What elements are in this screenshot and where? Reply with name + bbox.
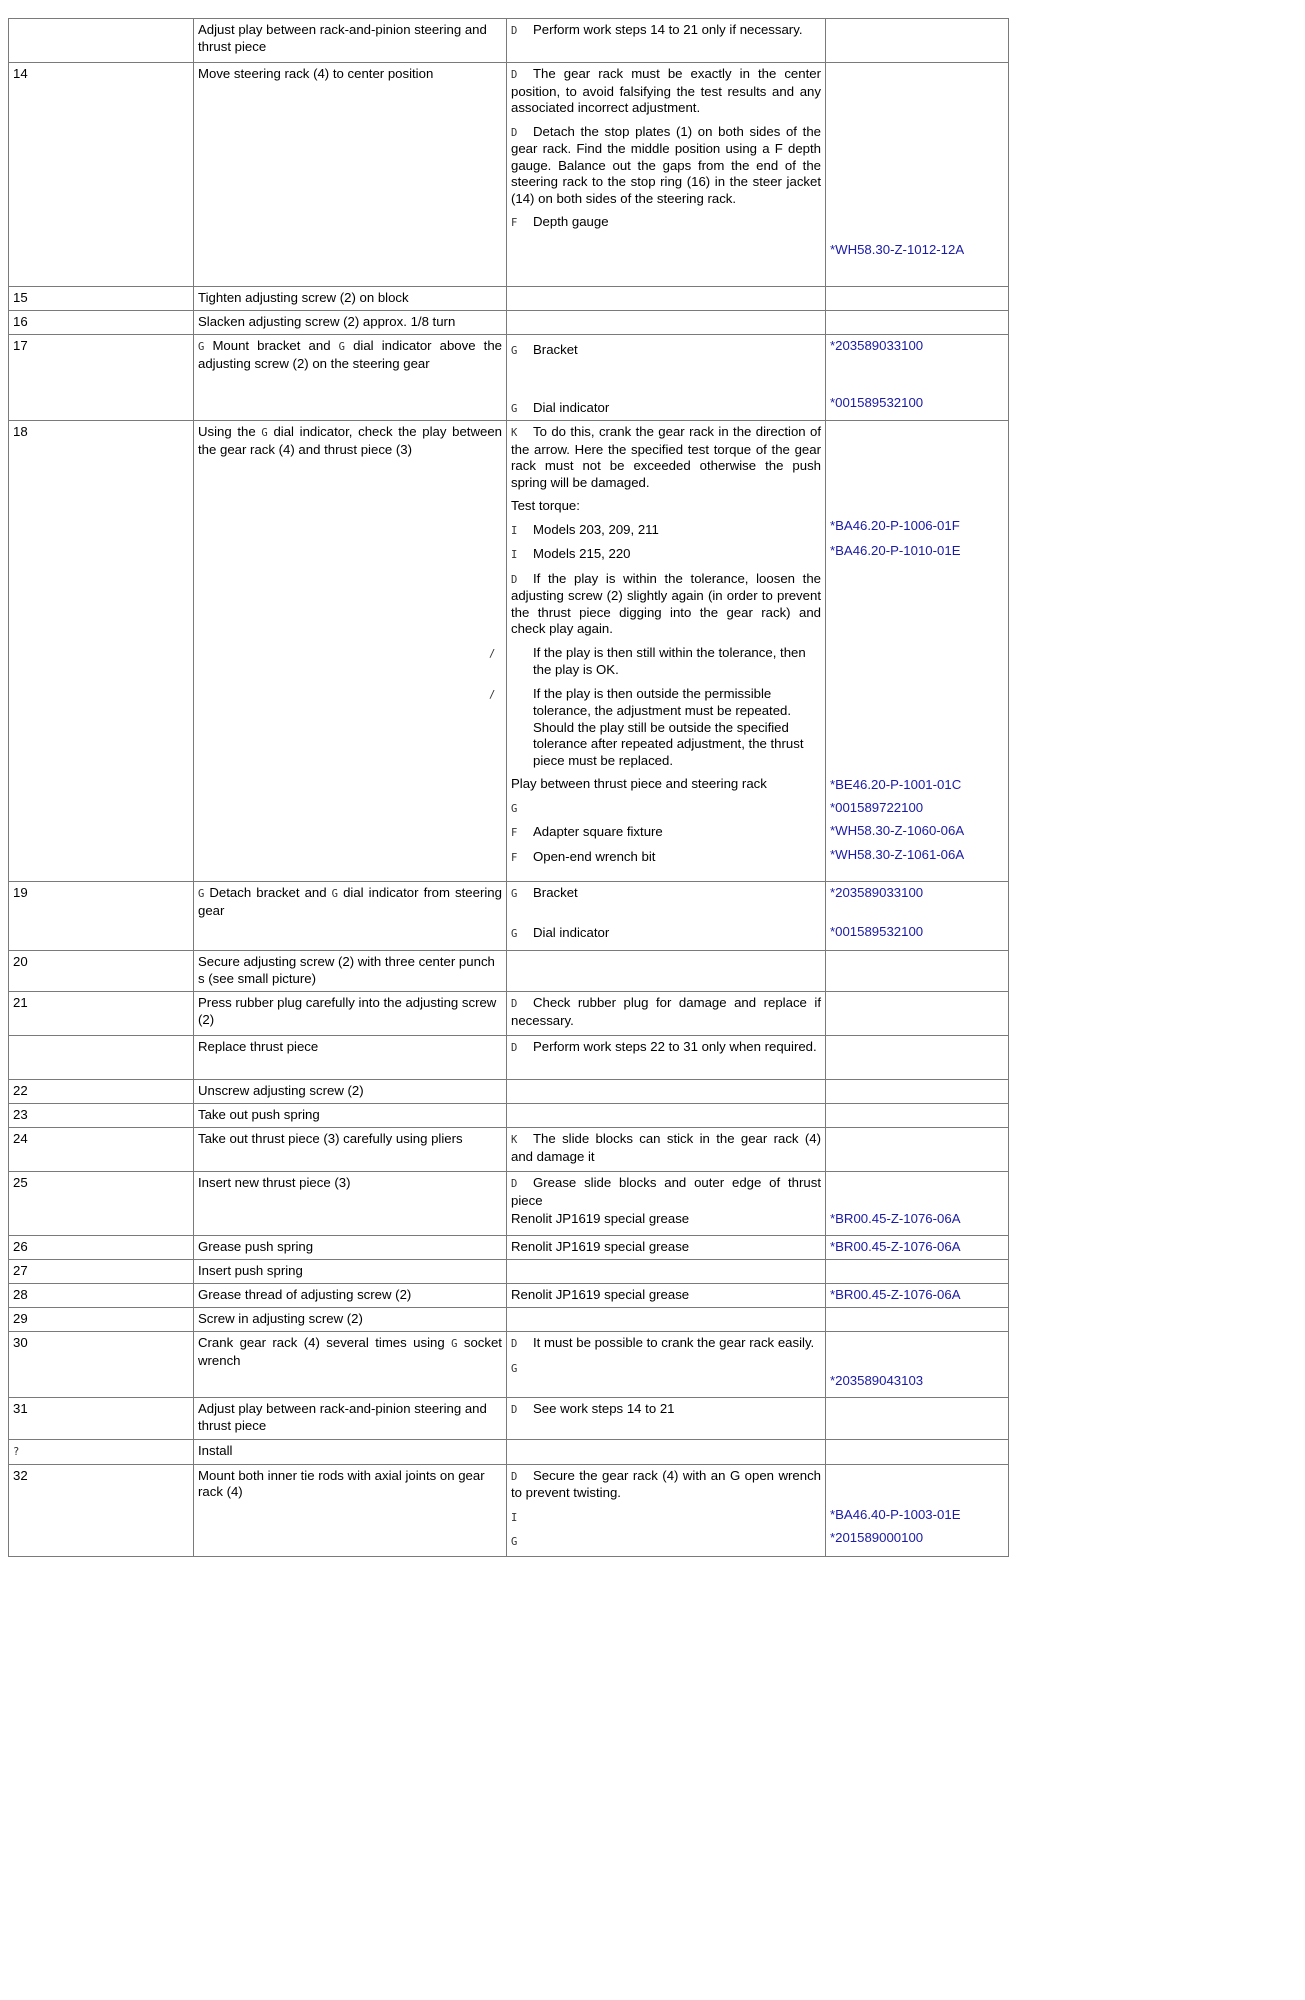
step-refs <box>826 951 1009 992</box>
step-action <box>194 335 507 421</box>
step-refs <box>826 19 1009 63</box>
note-text: Dial indicator <box>533 924 610 940</box>
note-marker: D <box>511 1178 518 1190</box>
tool-marker: G <box>261 427 268 439</box>
step-action: Screw in adjusting screw (2) <box>194 1308 507 1332</box>
table-row <box>9 1128 1009 1172</box>
note-line <box>511 800 821 818</box>
step-number: 16 <box>9 311 194 335</box>
reference-link[interactable]: *BA46.20-P-1010-01E <box>830 542 961 558</box>
note-line <box>511 66 821 117</box>
step-number: 25 <box>9 1172 194 1236</box>
reference-link[interactable]: *BR00.45-Z-1076-06A <box>830 1287 961 1302</box>
note-marker: I <box>511 549 518 561</box>
tool-marker: G <box>198 341 205 353</box>
note-line <box>511 1468 821 1502</box>
note-line <box>511 22 821 40</box>
note-line <box>511 124 821 208</box>
table-row <box>9 1260 1009 1284</box>
step-refs <box>826 882 1009 951</box>
tool-marker: G <box>331 888 338 900</box>
note-text: The slide blocks can stick in the gear rack (4) and damage it <box>511 1131 821 1164</box>
note-line <box>511 1509 821 1527</box>
table-row <box>9 311 1009 335</box>
work-steps-table <box>8 18 1009 1557</box>
note-marker: G <box>511 1536 518 1548</box>
step-notes <box>507 1128 826 1172</box>
step-number: 18 <box>9 421 194 882</box>
tool-marker: G <box>451 1338 458 1350</box>
reference-link[interactable]: *001589532100 <box>830 923 924 939</box>
step-action: Slacken adjusting screw (2) approx. 1/8 turn <box>194 311 507 335</box>
step-action: Install <box>194 1440 507 1465</box>
step-refs <box>826 335 1009 421</box>
step-refs <box>826 421 1009 882</box>
note-line <box>511 995 821 1029</box>
note-line <box>511 1211 821 1228</box>
step-action: Replace thrust piece <box>194 1036 507 1080</box>
step-number: 22 <box>9 1080 194 1104</box>
step-number: 26 <box>9 1236 194 1260</box>
reference-link[interactable]: *203589043103 <box>830 1373 924 1388</box>
step-number: 32 <box>9 1464 194 1556</box>
step-notes <box>507 19 826 63</box>
note-line <box>511 1360 821 1378</box>
tool-marker: G <box>198 888 205 900</box>
step-refs <box>826 311 1009 335</box>
step-notes <box>507 1260 826 1284</box>
step-action: Take out thrust piece (3) carefully using pliers <box>194 1128 507 1172</box>
step-notes <box>507 287 826 311</box>
note-marker: F <box>511 217 518 229</box>
action-text: dial indicator above the adjusting screw (2) on the steering gear <box>198 338 503 371</box>
step-action: Tighten adjusting screw (2) on block <box>194 287 507 311</box>
step-notes <box>507 1440 826 1465</box>
reference-link[interactable]: *BA46.20-P-1006-01F <box>830 518 960 533</box>
note-line <box>511 849 821 867</box>
note-text: Perform work steps 22 to 31 only when required. <box>533 1039 817 1054</box>
note-text: If the play is then outside the permissible tolerance, the adjustment must be repeated. Should the play still be outside the specified tolerance after repeated adjustment, the thrust piece must be replaced. <box>533 685 804 768</box>
reference-link[interactable]: *001589532100 <box>830 394 924 410</box>
note-line <box>511 400 821 418</box>
reference-link[interactable]: *203589033100 <box>830 885 924 900</box>
reference-link[interactable]: *BR00.45-Z-1076-06A <box>830 1239 961 1254</box>
step-number <box>9 19 194 63</box>
step-action <box>194 1332 507 1398</box>
step-number: 30 <box>9 1332 194 1398</box>
note-text: Models 203, 209, 211 <box>533 521 659 537</box>
step-notes <box>507 311 826 335</box>
note-text: The gear rack must be exactly in the center position, to avoid falsifying the test results and any associated incorrect adjustment. <box>511 66 821 115</box>
step-refs <box>826 1236 1009 1260</box>
step-notes <box>507 1398 826 1440</box>
step-refs <box>826 63 1009 287</box>
step-refs <box>826 992 1009 1036</box>
note-marker: D <box>511 998 518 1010</box>
note-marker: F <box>511 827 518 839</box>
step-action: Adjust play between rack-and-pinion steering and thrust piece <box>194 1398 507 1440</box>
note-marker: G <box>511 1362 518 1375</box>
table-row <box>9 1440 1009 1465</box>
note-text: Test torque: <box>511 498 580 513</box>
step-action: Adjust play between rack-and-pinion steering and thrust piece <box>194 19 507 63</box>
step-action <box>194 882 507 951</box>
note-marker: D <box>511 69 518 81</box>
note-text: Secure the gear rack (4) with an G open wrench to prevent twisting. <box>511 1467 821 1500</box>
step-number: 28 <box>9 1284 194 1308</box>
table-row <box>9 882 1009 951</box>
table-row <box>9 1172 1009 1236</box>
step-notes <box>507 1236 826 1260</box>
note-text: Dial indicator <box>533 399 610 415</box>
note-marker: D <box>511 1404 518 1416</box>
table-row <box>9 63 1009 287</box>
note-marker: D <box>511 126 518 139</box>
note-marker: / <box>489 647 496 660</box>
step-notes <box>507 882 826 951</box>
reference-link[interactable]: *WH58.30-Z-1060-06A <box>830 823 965 838</box>
step-refs <box>826 1128 1009 1172</box>
note-line <box>511 498 821 515</box>
table-row <box>9 1464 1009 1556</box>
table-row <box>9 1308 1009 1332</box>
note-text: Bracket <box>533 342 578 357</box>
step-refs <box>826 1036 1009 1080</box>
step-refs <box>826 287 1009 311</box>
reference-link[interactable]: *203589033100 <box>830 338 924 353</box>
table-row <box>9 1332 1009 1398</box>
note-line <box>511 522 821 540</box>
step-refs <box>826 1260 1009 1284</box>
table-row <box>9 19 1009 63</box>
reference-link[interactable]: *001589722100 <box>830 799 924 815</box>
note-line <box>489 685 821 770</box>
note-line <box>511 214 821 232</box>
note-line <box>511 424 821 491</box>
note-marker: I <box>511 524 518 537</box>
step-action: Move steering rack (4) to center position <box>194 63 507 287</box>
reference-link[interactable]: *WH58.30-Z-1061-06A <box>830 846 965 862</box>
step-number: 21 <box>9 992 194 1036</box>
note-line <box>511 1401 821 1419</box>
note-marker: K <box>511 1134 518 1146</box>
step-notes <box>507 1464 826 1556</box>
note-marker: F <box>511 851 518 864</box>
step-notes <box>507 63 826 287</box>
table-row <box>9 421 1009 882</box>
note-text: See work steps 14 to 21 <box>533 1401 675 1416</box>
table-row <box>9 1398 1009 1440</box>
action-text: Crank gear rack (4) several times using <box>198 1335 445 1350</box>
step-notes <box>507 1172 826 1236</box>
note-line <box>511 824 821 842</box>
table-row <box>9 1104 1009 1128</box>
step-refs <box>826 1398 1009 1440</box>
table-row <box>9 1284 1009 1308</box>
step-notes <box>507 1104 826 1128</box>
note-line <box>511 342 821 360</box>
note-marker: D <box>511 1338 518 1350</box>
step-action: Press rubber plug carefully into the adjusting screw (2) <box>194 992 507 1036</box>
reference-link[interactable]: *201589000100 <box>830 1530 924 1545</box>
table-row <box>9 1080 1009 1104</box>
note-marker: D <box>511 573 518 586</box>
step-notes <box>507 951 826 992</box>
note-marker: G <box>511 402 518 415</box>
note-text: Grease slide blocks and outer edge of thrust piece <box>511 1175 821 1208</box>
step-refs <box>826 1464 1009 1556</box>
table-row <box>9 287 1009 311</box>
step-notes <box>507 1080 826 1104</box>
note-text: Renolit JP1619 special grease <box>511 1287 690 1302</box>
step-number: 14 <box>9 63 194 287</box>
step-action: Take out push spring <box>194 1104 507 1128</box>
step-number: 29 <box>9 1308 194 1332</box>
note-line <box>511 925 821 943</box>
action-text: dial indicator from steering gear <box>198 885 502 918</box>
note-marker: D <box>511 1042 518 1054</box>
step-number: 17 <box>9 335 194 421</box>
note-marker: G <box>511 345 518 357</box>
step-action: Grease push spring <box>194 1236 507 1260</box>
step-action: Insert new thrust piece (3) <box>194 1172 507 1236</box>
step-action: Unscrew adjusting screw (2) <box>194 1080 507 1104</box>
action-text: Mount bracket and <box>212 338 331 353</box>
step-notes <box>507 1308 826 1332</box>
step-action: Secure adjusting screw (2) with three center punch s (see small picture) <box>194 951 507 992</box>
reference-link[interactable]: *BE46.20-P-1001-01C <box>830 777 962 792</box>
note-text: Depth gauge <box>533 214 609 229</box>
step-refs <box>826 1172 1009 1236</box>
step-notes <box>507 1284 826 1308</box>
step-refs <box>826 1308 1009 1332</box>
action-text: socket wrench <box>198 1335 502 1368</box>
step-number <box>9 1036 194 1080</box>
step-notes <box>507 1332 826 1398</box>
action-text: Detach bracket and <box>209 885 327 900</box>
step-action: Mount both inner tie rods with axial joints on gear rack (4) <box>194 1464 507 1556</box>
step-number: 31 <box>9 1398 194 1440</box>
note-marker: I <box>511 1511 518 1524</box>
step-number: 20 <box>9 951 194 992</box>
step-action: Grease thread of adjusting screw (2) <box>194 1284 507 1308</box>
step-refs <box>826 1440 1009 1465</box>
reference-link[interactable]: *WH58.30-Z-1012-12A <box>830 242 965 257</box>
note-text: Renolit JP1619 special grease <box>511 1239 690 1254</box>
note-text: Adapter square fixture <box>533 824 663 839</box>
action-text: Using the <box>198 424 256 439</box>
step-number <box>9 1440 194 1465</box>
note-text: Renolit JP1619 special grease <box>511 1211 690 1226</box>
table-row <box>9 951 1009 992</box>
step-number: 27 <box>9 1260 194 1284</box>
note-marker: G <box>511 802 518 815</box>
note-text: Open-end wrench bit <box>533 848 656 864</box>
note-text: Check rubber plug for damage and replace if necessary. <box>511 995 821 1028</box>
note-marker: / <box>489 688 496 701</box>
step-refs <box>826 1284 1009 1308</box>
note-text: If the play is then still within the tolerance, then the play is OK. <box>533 644 806 677</box>
note-text: It must be possible to crank the gear rack easily. <box>533 1335 815 1350</box>
step-marker: ? <box>13 1446 20 1458</box>
note-line <box>489 644 821 679</box>
note-text: Models 215, 220 <box>533 546 631 561</box>
note-text: Detach the stop plates (1) on both sides of the gear rack. Find the middle position using a F depth gauge. Balance out the gaps from the end of the steering rack to the stop ring (16) in the steer jacket (14) on both sides of the steering rack. <box>511 123 821 206</box>
note-marker: K <box>511 427 518 439</box>
note-line <box>511 776 821 793</box>
table-row <box>9 992 1009 1036</box>
note-marker: G <box>511 927 518 940</box>
step-notes <box>507 1036 826 1080</box>
table-row <box>9 1236 1009 1260</box>
step-action: Insert push spring <box>194 1260 507 1284</box>
step-number: 15 <box>9 287 194 311</box>
note-line <box>511 546 821 564</box>
note-marker: D <box>511 1470 518 1483</box>
step-action <box>194 421 507 882</box>
note-line <box>511 571 821 638</box>
note-marker: G <box>511 888 518 900</box>
step-refs <box>826 1080 1009 1104</box>
note-line <box>511 1131 821 1165</box>
note-text: Perform work steps 14 to 21 only if necessary. <box>533 22 803 37</box>
note-text: To do this, crank the gear rack in the direction of the arrow. Here the specified test torque of the gear rack must not be exceeded otherwise the push spring will be damaged. <box>511 424 821 490</box>
table-row <box>9 1036 1009 1080</box>
note-line <box>511 1533 821 1551</box>
step-number: 24 <box>9 1128 194 1172</box>
step-refs <box>826 1104 1009 1128</box>
step-number: 19 <box>9 882 194 951</box>
note-line <box>511 1039 821 1057</box>
note-text: Bracket <box>533 885 578 900</box>
reference-link[interactable]: *BA46.40-P-1003-01E <box>830 1506 961 1522</box>
step-notes <box>507 335 826 421</box>
tool-marker: G <box>338 341 345 353</box>
note-line <box>511 1335 821 1353</box>
step-number: 23 <box>9 1104 194 1128</box>
reference-link[interactable]: *BR00.45-Z-1076-06A <box>830 1211 961 1226</box>
note-text: Play between thrust piece and steering rack <box>511 776 767 791</box>
step-refs <box>826 1332 1009 1398</box>
action-text: dial indicator, check the play between the gear rack (4) and thrust piece (3) <box>198 424 502 457</box>
note-line <box>511 1175 821 1209</box>
table-row <box>9 335 1009 421</box>
step-notes <box>489 421 826 882</box>
note-line <box>511 885 821 903</box>
note-text: If the play is within the tolerance, loosen the adjusting screw (2) slightly again (in order to prevent the thrust piece digging into the gear rack) and check play again. <box>511 570 821 636</box>
step-notes <box>507 992 826 1036</box>
note-marker: D <box>511 25 518 37</box>
